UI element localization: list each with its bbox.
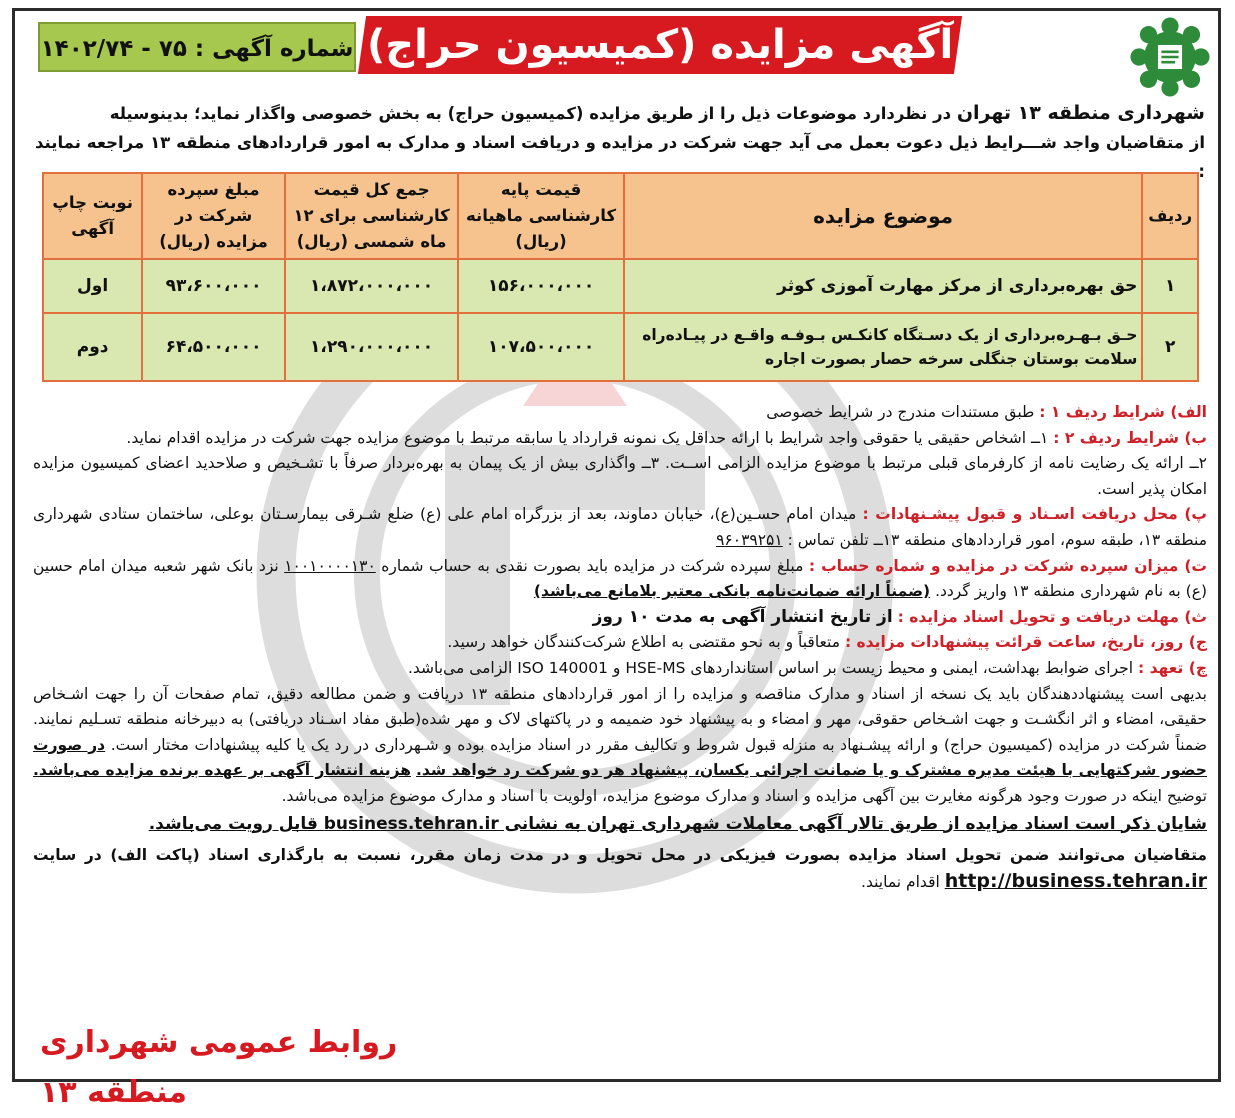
org-name: شهرداری منطقه ۱۳ تهران xyxy=(956,102,1205,124)
col-deposit: مبلغ سپرده شرکت در مزایده (ریال) xyxy=(142,173,285,259)
col-total-price: جمع کل قیمت کارشناسی برای ۱۲ ماه شمسی (ریال) xyxy=(285,173,459,259)
account-number: ۱۰۰۱۰۰۰۰۱۳۰ xyxy=(284,556,376,575)
cell-row: ۲ xyxy=(1142,313,1198,381)
footer-signature: روابط عمومی شهرداری منطقه ۱۳ xyxy=(40,1025,398,1110)
condition-t: ت) میزان سپرده شرکت در مزایده و شماره حساب : مبلغ سپرده شرکت در مزایده باید بصورت نقدی به حساب شماره ۱۰۰۱۰۰۰۰۱۳۰ نزد بانک شهر شعبه میدان امام حسین (ع) به نام شهرداری منطقه ۱۳ واریز گردد. (ضمناً ارائه ضمانت‌نامه بانکی معتبر بلامانع می‌باشد) xyxy=(33,556,1207,601)
cell-row: ۱ xyxy=(1142,259,1198,313)
cell-total-price: ۱،۸۷۲،۰۰۰،۰۰۰ xyxy=(285,259,459,313)
site-url-link[interactable]: http://business.tehran.ir xyxy=(944,869,1207,892)
site-notice: شایان ذکر است اسناد مزایده از طریق تالار آگهی معاملات شهرداری تهران به نشانی business.tehran.ir قابل رویت می‌باشد. xyxy=(148,813,1207,834)
general-terms: بدیهی است پیشنهاددهندگان باید یک نسخه از اسناد و مدارک مناقصه و مزایده را از امور قراردادهای منطقه ۱۳ دریافت و ضمن مطالعه دقیق، تمام صفحات آن را جهت اشـخاص حقیقی، امضاء و اثر انگشـت و جهت اشـخاص حقوقی، مهر و امضاء و به پیشنهاد خود ضمیمه و در پاکتهای لاک و مهر شده(طبق مفاد اسـناد دریافتی) به دبیرخانه منطقه تسـلیم نمایند. ضمناً شرکت در مزایده (کمیسیون حراج) و ارائه پیشـنهاد به منزله قبول شروط و تکالیف مقرر در اسناد مزایده بوده و شـهرداری در رد یک یا کلیه پیشنهادات مختار است. در صورت حضور شرکتهایی با هیئت مدیره مشترک و یا ضمانت اجرائی یکسان، پیشنهاد هر دو شرکت رد خواهد شد. هزینه انتشار آگهی بر عهده برنده مزایده می‌باشد. توضیح اینکه در صورت وجود هرگونه مغایرت بین آگهی مزایده و اسناد و مدارک موضوع مزایده، اولویت با اسناد و مدارک موضوع مزایده می‌باشد. xyxy=(33,684,1207,805)
conditions-body xyxy=(33,400,1207,895)
cell-subject: حـق بـهـره‌برداری از یک دسـتگاه کانکـس بـوفـه واقـع در پیـاده‌راه سلامت بوستان جنگلی سرخه حصار بصورت اجاره xyxy=(624,313,1143,381)
table-row xyxy=(43,313,1198,381)
condition-a: الف) شرایط ردیف ۱ : طبق مستندات مندرج در شرایط خصوصی xyxy=(766,403,1207,421)
phone-number: ۹۶۰۳۹۲۵۱ xyxy=(716,530,783,549)
col-row: ردیف xyxy=(1142,173,1198,259)
cell-subject: حق بهره‌برداری از مرکز مهارت آموزی کوثر xyxy=(624,259,1143,313)
intro-line1: در نظردارد موضوعات ذیل را از طریق مزایده (کمیسیون حراج) به بخش خصوصی واگذار نماید؛ بدینوسیله xyxy=(109,104,952,123)
tehran-municipality-logo xyxy=(1127,14,1213,100)
col-print-turn: نوبت چاپ آگهی xyxy=(43,173,142,259)
condition-j: ج) روز، تاریخ، ساعت قرائت پیشنهادات مزایده : متعاقباً و به نحو مقتضی به اطلاع شرکت‌کنندگان خواهد رسید. xyxy=(447,633,1207,652)
condition-b: ب) شرایط ردیف ۲ : ۱ــ اشخاص حقیقی یا حقوقی واجد شرایط با ارائه حداقل یک نمونه قرارداد یا سابقه مرتبط با موضوع مزایده جهت شرکت در مزایده اقدام نماید. xyxy=(126,428,1207,447)
cell-total-price: ۱،۲۹۰،۰۰۰،۰۰۰ xyxy=(285,313,459,381)
intro-line2: از متقاضیان واجد شـــرایط ذیل دعوت بعمل می آید جهت شرکت در مزایده و دریافت اسناد و مدارک به امور قراردادهای منطقه ۱۳ مراجعه نمایند : xyxy=(35,133,1205,181)
condition-p: پ) محل دریافت اسـناد و قبول پیشـنهادات : میدان امام حسـین(ع)، خیابان دماوند، بعد از بزرگراه امام علی (ع) ضلع شـرقی بیمارسـتان بوعلی، ساختمان ستادی شهرداری منطقه ۱۳، طبقه سوم، امور قراردادهای منطقه ۱۳ــ تلفن تماس : ۹۶۰۳۹۲۵۱ xyxy=(33,505,1207,549)
ad-number: شماره آگهی : ۷۵ - ۱۴۰۲/۷۴ xyxy=(38,22,356,72)
cell-print-turn: دوم xyxy=(43,313,142,381)
delivery-note: متقاضیان می‌توانند ضمن تحویل اسناد مزایده بصورت فیزیکی در محل تحویل و در مدت زمان مقرر، نسبت به بارگذاری اسناد (پاکت الف) در سایت http://business.tehran.ir اقدام نمایند. xyxy=(33,846,1207,892)
cell-print-turn: اول xyxy=(43,259,142,313)
col-subject: موضوع مزایده xyxy=(624,173,1143,259)
cell-base-price: ۱۰۷،۵۰۰،۰۰۰ xyxy=(458,313,623,381)
condition-b2: ۲ــ ارائه یک رضایت نامه از کارفرمای قبلی مرتبط با موضوع مزایده الزامی اســت. ۳ــ واگذاری بیش از یک پیمان به بهره‌بردار صرفاً با تشـخیص و صلاحدید اعضای کمیسیون مزایده امکان پذیر است. xyxy=(33,454,1207,498)
table-header xyxy=(43,173,1198,259)
cell-base-price: ۱۵۶،۰۰۰،۰۰۰ xyxy=(458,259,623,313)
condition-th: ث) مهلت دریافت و تحویل اسناد مزایده : از تاریخ انتشار آگهی به مدت ۱۰ روز xyxy=(592,606,1207,627)
cell-deposit: ۶۴،۵۰۰،۰۰۰ xyxy=(142,313,285,381)
ad-title: آگهی مزایده (کمیسیون حراج) xyxy=(358,16,962,74)
condition-ch: چ) تعهد : اجرای ضوابط بهداشت، ایمنی و محیط زیست بر اساس استانداردهای HSE-MS و ISO 140001 الزامی می‌باشد. xyxy=(407,658,1207,677)
col-base-price: قیمت پایه کارشناسی ماهیانه (ریال) xyxy=(458,173,623,259)
cell-deposit: ۹۳،۶۰۰،۰۰۰ xyxy=(142,259,285,313)
auction-table xyxy=(42,172,1199,382)
table-row xyxy=(43,259,1198,313)
